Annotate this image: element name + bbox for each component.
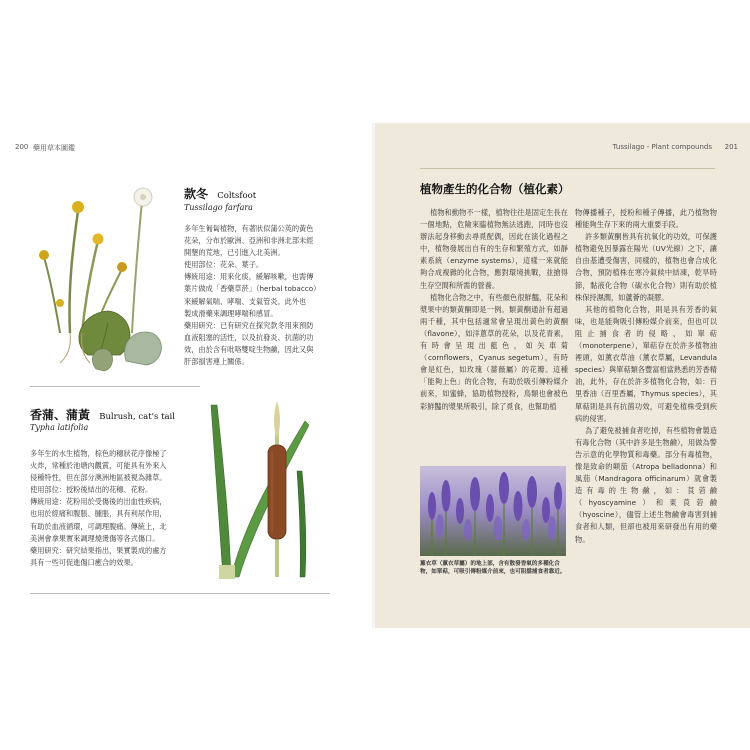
- bulrush-description: 多年生的水生植物，棕色的穗狀花序像極了 火炸，常種於池塘內觀賞，可能具有外來入 侵種特性，但在部分澳洲地區被視為雜草。 使用部位：授粉後結出的花穗、花粉。 傳統用途：花粉用於受傷後的出血性疾病， 也用於經痛和腹脹、腫脹，具有利尿作用， 有助於血液循環，可調理腹痛。傳統上，北 美洲會拿果實來調理燒燙傷等各式傷口。 藥用研究：研究結果指出，果實製成的處方 具有一些可促進傷口癒合的效果。: [30, 449, 167, 567]
- coltsfoot-title-en: Coltsfoot: [217, 191, 257, 201]
- compounds-column-2: 物傳播種子，授粉和種子傳播，此乃植物物種能夠生存下來的兩大重要手段。 許多類黃酮皆具有抗氧化的功效，可保護植物避免因暴露在陽光（UV光線）之下，讓自由基遭受傷害，同樣的，植物也會合成化合物，預防植株在寒冷氣候中結凍，乾旱時節，黏液化合物（碳水化合物）則有助於植株保持濕潤，如蘆薈的凝膠。 其他的植物化合物，則是具有芳香的氣味，也是能夠吸引傳粉媒介前來，但也可以阻止捕食者的侵略，如單萜（monoterpene），單萜存在於許多植物油裡頭，如薰衣草油（薰衣草屬，Levandula species）與單萜類各豐富相當熟悉的芳香精油，此外，存在於許多植物化合物，如：百里香油（百里香屬，Thymus species），其單萜則是具有抗菌功效，可避免植株受到疾病的侵害。 為了避免被捕食者吃掉，有些植物會製造有毒化合物（其中許多是生物鹼），用做為警告示意的化學物質和毒藥。部分有毒植物，像是致命的顛茄（Atropa belladonna）和風茄（Mandragora officinarum）就會製造有毒的生物鹼，如：莨菪鹼（hyoscyamine）和東莨菪鹼（hyoscine），儘管上述生物鹼會毒害到捕食者和人類，但卻也被用來研發出有用的藥物。: [575, 208, 717, 544]
- bulrush-title-en: Bulrush, cat's tail: [99, 412, 175, 422]
- compounds-column-1: 植物和動物不一樣，植物往往是固定生長在一個地點，危險來臨植物無法逃跑，同時也沒辦法起身移動去尋覓配偶，因此在演化過程之中，植物發展出自有的生存和繁殖方式，如靜素系統（enzyme systems），這樣一來就能夠合成複雜的化合物，應對環境挑戰，並搶得生存空間和所需的營養。 植物化合物之中，有些顏色很鮮豔，花朵和漿果中的類黃酮即是一例。類黃酮通計有超過兩千種，其中包括適常會呈現出黃色的黃酮（flavone），如洋蔥草的花朵，以及花青素，有時會呈現出藍色，如矢車菊（cornflowers，Cyanus segetum），有時會是紅色，如玫瑰（薔薇屬）的花瓣。這種「能夠上色」的化合物，有助於吸引傳粉媒介前來，如蜜蜂，協助植物授粉，鳥類也會被色彩鮮豔的漿果所吸引，除了覓食，也幫助植: [420, 208, 568, 411]
- bottom-rule: [30, 593, 330, 594]
- bulrush-scientific-name: Typha latifolia: [30, 423, 89, 432]
- left-page: [0, 123, 375, 628]
- coltsfoot-scientific-name: Tussilago farfara: [184, 203, 253, 212]
- bulrush-illustration: [205, 401, 315, 581]
- photo-caption: 薰衣草（薰衣草屬）的地上部，含有散發香氣的多種化合物，如單萜，可吸引傳粉媒介前來，也可阻擋捕食者靠近。: [420, 561, 566, 575]
- lavender-photo: [420, 466, 566, 556]
- section-divider: [30, 386, 200, 387]
- top-rule: [420, 168, 715, 169]
- coltsfoot-title-zh: 款冬: [184, 187, 209, 201]
- bulrush-title-zh: 香蒲、蒲黃: [30, 408, 91, 422]
- right-page-number: 201: [724, 143, 738, 151]
- left-running-head: 藥用草本圖鑑: [33, 144, 75, 152]
- book-spread: [0, 123, 750, 628]
- right-running-head: Tussilago - Plant compounds: [612, 143, 712, 151]
- coltsfoot-description: 多年生匍匐植物，有著狀似蒲公英的黃色 花朵，分布於歐洲、亞洲和非洲北部未經 開墾的荒地，已引進入北美洲。 使用部位：花朵、葉子。 傳統用途：用來化痰，緩解咳嗽，也需傳 葉片做成「香藥草菸」（herbal tobacco） 來緩解氣喘、哮喘、支氣管炎。此外也 製成滑藥來調理哮喘和感冒。 藥用研究：已有研究在探究款冬用來預防 血液阻塞的活性，以及抗發炎、抗菌的功 效，由於含有吡咯雙啶生物鹼，因此又與 肝部損害連上關係。: [184, 224, 321, 367]
- coltsfoot-illustration: [30, 183, 180, 363]
- left-page-number: 200: [15, 143, 29, 151]
- right-page: [375, 123, 750, 628]
- right-page-title: 植物產生的化合物（植化素）: [420, 182, 570, 196]
